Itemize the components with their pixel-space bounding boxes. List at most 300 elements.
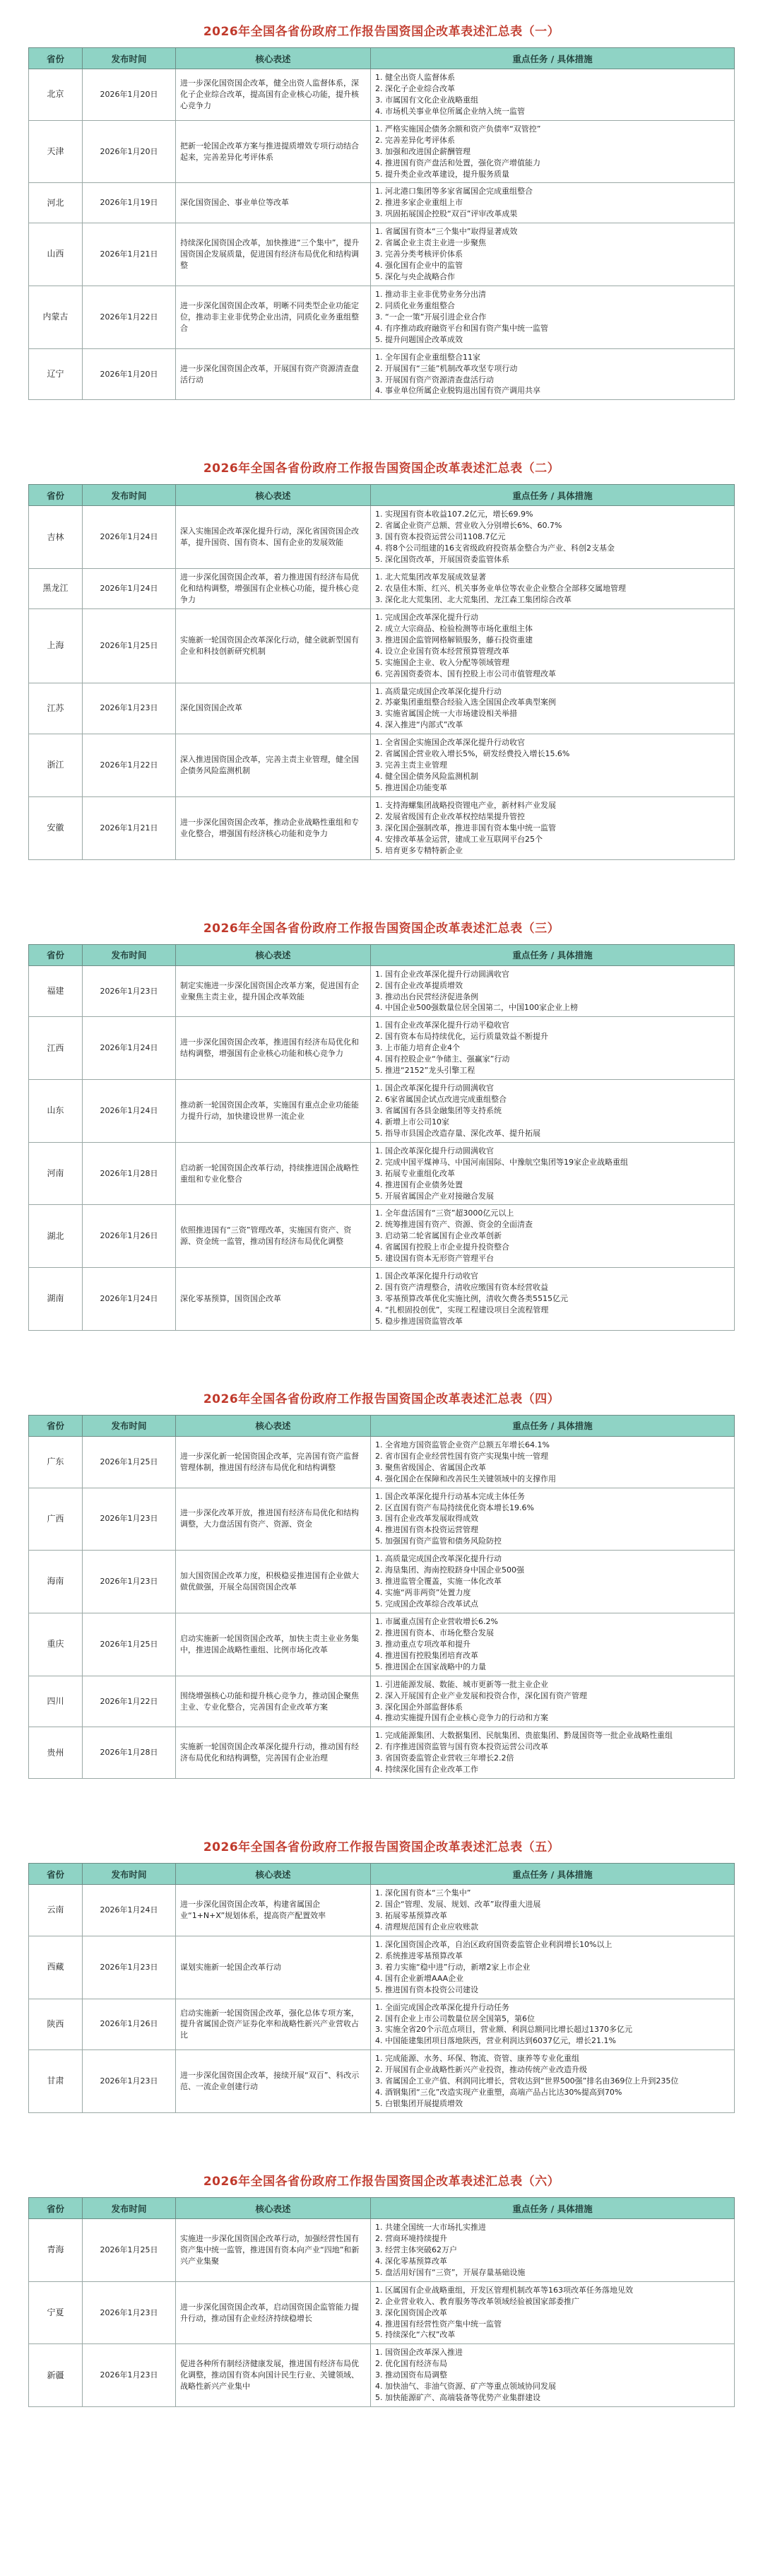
table-row (29, 1551, 735, 1613)
task-item: 1. 高质量完成国企改革深化提升行动 (375, 686, 502, 696)
key-tasks-cell (371, 608, 735, 683)
header-core-statement: 核心表述 (176, 2198, 371, 2219)
task-item: 4. 清理规范国有企业应收账款 (375, 1922, 478, 1931)
task-item: 3. 拓展零基预算改革 (375, 1911, 447, 1920)
task-item: 2. 推进多家企业重组上市 (375, 198, 463, 208)
summary-table (28, 47, 735, 400)
task-item: 1. 引进能源发展、数能、城市更新等一批主业企业 (375, 1679, 548, 1689)
task-item: 2. 统筹推进国有资产、资源、资金的全面清查 (375, 1220, 533, 1230)
core-statement-cell: 依照推进国有“三资”管理改革，实施国有资产、资源、资金统一监管，推动国有经济布局优化调整 (176, 1205, 371, 1268)
task-item: 3. 深化北大荒集团、北大荒集团、龙江森工集团综合改革 (375, 594, 572, 604)
task-item: 3. 完善分类考核评价体系 (375, 249, 463, 259)
task-item: 2. 国企“管理、发展、规划、改革”取得重大进展 (375, 1900, 541, 1910)
core-statement-cell: 制定实施进一步深化国资国企改革方案，促进国有企业聚焦主责主业，提升国企改革效能 (176, 965, 371, 1017)
core-statement-cell: 实施新一轮国资国企改革深化提升行动，推动国有经济布局优化和结构调整，完善国有企业治理 (176, 1727, 371, 1779)
task-item: 4. 深化零基预算改革 (375, 2256, 447, 2266)
header-key-tasks: 重点任务 / 具体措施 (371, 944, 735, 965)
key-tasks-cell (371, 1017, 735, 1080)
table-row (29, 796, 735, 859)
task-item: 4. 健全国企债务风险监测机制 (375, 772, 478, 782)
task-item: 1. 全面完成国企改革深化提升行动任务 (375, 2002, 509, 2012)
table-header-row (29, 485, 735, 506)
core-statement-cell: 启动实施新一轮国资国企改革，加快主责主业业务集中，推进国企战略性重组、比例市场化改革 (176, 1613, 371, 1676)
task-item: 4. “扎根固投创优”，实现工程建设项目全流程管理 (375, 1305, 549, 1315)
task-item: 5. 实施国企主业、收入分配等领域管理 (375, 657, 509, 667)
task-item: 1. 高质量完成国企改革深化提升行动 (375, 1554, 502, 1564)
table-row (29, 1080, 735, 1143)
task-item: 1. 严格实施国企债务余额和资产负债率“双管控” (375, 124, 541, 134)
task-item: 3. 深化国企强制改革，推进非国有资本集中统一监管 (375, 823, 556, 833)
date-cell: 2026年1月21日 (83, 796, 176, 859)
task-item: 4. 推动实施提升国有企业核心竞争力的行动和方案 (375, 1713, 548, 1723)
province-cell: 浙江 (29, 734, 83, 797)
task-item: 2. 企业营业收入、教育服务等改革领域经验被国家部委推广 (375, 2296, 579, 2306)
task-item: 1. 国企改革深化提升行动基本完成主体任务 (375, 1491, 525, 1501)
task-item: 5. 加快能源矿产、高端装备等优势产业集群建设 (375, 2393, 540, 2403)
table-row (29, 1727, 735, 1779)
key-tasks-cell (371, 1885, 735, 1936)
core-statement-cell: 进一步深化国资国企改革，推进国有经济布局优化和结构调整，增强国有企业核心功能和核心竞争力 (176, 1017, 371, 1080)
date-cell: 2026年1月24日 (83, 1268, 176, 1331)
date-cell: 2026年1月25日 (83, 1436, 176, 1488)
core-statement-cell: 促进各种所有制经济健康发展，推进国有经济布局优化调整，推动国有资本向国计民生行业、关键领域、战略性新兴产业集中 (176, 2344, 371, 2407)
date-cell: 2026年1月23日 (83, 2050, 176, 2113)
task-item: 4. 深入推进“内部式”改革 (375, 720, 463, 730)
task-item: 1. 支持海螺集团战略投资锂电产业，新材料产业发展 (375, 800, 556, 810)
task-item: 3. 省属国有各县金融集团等支持系统 (375, 1105, 502, 1115)
task-item: 2. 开展国有企业战略性新兴产业投资，推动传统产业改造升级 (375, 2065, 587, 2075)
task-item: 2. 6家省属国企试点改进完成重组整合 (375, 1095, 507, 1104)
key-tasks-cell (371, 683, 735, 734)
key-tasks-cell (371, 223, 735, 286)
date-cell: 2026年1月21日 (83, 223, 176, 286)
section-title: 2026年全国各省份政府工作报告国资国企改革表述汇总表（六） (203, 2175, 560, 2189)
task-item: 1. 完成能源集团、大数据集团、民航集团、贵旅集团、黔晟国资等一批企业战略性重组 (375, 1731, 673, 1741)
task-item: 1. 深化国有资本“三个集中” (375, 1888, 471, 1898)
task-item: 3. 实施省属国企统一大市场建设相关举措 (375, 709, 517, 719)
key-tasks-cell (371, 734, 735, 797)
task-item: 4. 事业单位所属企业脱钩退出国有资产调用共享 (375, 386, 540, 396)
summary-table (28, 2197, 735, 2407)
province-cell: 贵州 (29, 1727, 83, 1779)
task-item: 3. “一企一策”开展引进企业合作 (375, 312, 487, 322)
task-item: 5. 建设国有资本无形资产管理平台 (375, 1254, 494, 1264)
core-statement-cell: 进一步深化国资国企改革，开展国有资产资源清查盘活行动 (176, 348, 371, 400)
table-header-row (29, 1864, 735, 1885)
task-item: 2. 发展省级国有企业改革权控结果提升管控 (375, 811, 525, 821)
table-row (29, 569, 735, 609)
task-item: 1. 全年国有企业重组整合11家 (375, 352, 480, 362)
key-tasks-cell (371, 1676, 735, 1727)
task-item: 2. 苏豪集团重组整合经验入选全国国企改革典型案例 (375, 698, 556, 707)
header-date: 发布时间 (83, 944, 176, 965)
table-row (29, 2344, 735, 2407)
task-item: 2. 农垦佳木斯、红兴、机关事务业单位等农业企业整合全部移交属地管理 (375, 584, 626, 593)
task-item: 2. 国有企业上市公司数量位居全国第5，第6位 (375, 2013, 535, 2023)
task-item: 4. 市场机关事业单位所属企业纳入统一监管 (375, 106, 525, 116)
date-cell: 2026年1月23日 (83, 1488, 176, 1551)
core-statement-cell: 进一步深化国资国企改革，着力推进国有经济布局优化和结构调整，增强国有企业核心功能，提升核心竞争力 (176, 569, 371, 609)
date-cell: 2026年1月23日 (83, 2344, 176, 2407)
task-item: 2. 海垦集团、海南控股跻身中国企业500强 (375, 1565, 524, 1575)
province-cell: 山东 (29, 1080, 83, 1143)
header-key-tasks: 重点任务 / 具体措施 (371, 1415, 735, 1436)
core-statement-cell: 进一步深化国资国企改革，推动企业战略性重组和专业化整合，增强国有经济核心功能和竞争力 (176, 796, 371, 859)
province-cell: 江苏 (29, 683, 83, 734)
header-key-tasks: 重点任务 / 具体措施 (371, 1864, 735, 1885)
task-item: 4. 中国企业500强数量位居全国第二，中国100家企业上榜 (375, 1003, 578, 1013)
task-item: 5. 深化与央企战略合作 (375, 272, 455, 281)
header-core-statement: 核心表述 (176, 944, 371, 965)
task-item: 3. 上市能力培育企业4个 (375, 1043, 460, 1053)
table-header-row (29, 2198, 735, 2219)
task-item: 3. 拓展专业重组化改革 (375, 1168, 455, 1178)
key-tasks-cell (371, 796, 735, 859)
date-cell: 2026年1月19日 (83, 183, 176, 223)
task-item: 1. 国有企业改革深化提升行动圆满收官 (375, 969, 509, 979)
core-statement-cell: 持续深化国资国企改革，加快推进“三个集中”，提升国资国企发展质量，促进国有经济布局优化和结构调整 (176, 223, 371, 286)
date-cell: 2026年1月24日 (83, 1017, 176, 1080)
province-cell: 湖北 (29, 1205, 83, 1268)
province-cell: 内蒙古 (29, 286, 83, 348)
date-cell: 2026年1月22日 (83, 286, 176, 348)
task-item: 3. 国有企业改革发展取得成效 (375, 1514, 478, 1524)
date-cell: 2026年1月26日 (83, 1999, 176, 2050)
task-item: 5. 深化国资改革，开展国资委监管体系 (375, 555, 509, 565)
province-cell: 天津 (29, 120, 83, 183)
table-row (29, 965, 735, 1017)
task-item: 1. 深化国资国企改革，自治区政府国资委监管企业利润增长10%以上 (375, 1939, 613, 1949)
province-cell: 云南 (29, 1885, 83, 1936)
task-item: 2. 区直国有资产布局持续优化资本增长19.6% (375, 1502, 534, 1512)
key-tasks-cell (371, 1205, 735, 1268)
date-cell: 2026年1月22日 (83, 734, 176, 797)
task-item: 2. 推进国有资本、市场化整合发展 (375, 1628, 494, 1637)
task-item: 1. 国企改革深化提升行动收官 (375, 1271, 478, 1281)
core-statement-cell: 进一步深化国资国企改革，健全出资人监督体系，深化子企业综合改革，提高国有企业核心功能，提升核心竞争力 (176, 69, 371, 121)
table-row (29, 1205, 735, 1268)
header-province: 省份 (29, 2198, 83, 2219)
task-item: 3. 省国资委监管企业营收三年增长2.2倍 (375, 1753, 514, 1763)
province-cell: 吉林 (29, 506, 83, 569)
table-row (29, 1488, 735, 1551)
core-statement-cell: 推动新一轮国资国企改革，实施国有重点企业功能能力提升行动，加快建设世界一流企业 (176, 1080, 371, 1143)
core-statement-cell: 围绕增强核心功能和提升核心竞争力，推动国企聚焦主业、专业化整合，完善国有企业改革方案 (176, 1676, 371, 1727)
date-cell: 2026年1月23日 (83, 1551, 176, 1613)
task-item: 2. 营商环境持续提升 (375, 2233, 447, 2243)
task-item: 2. 完善差异化考评体系 (375, 135, 455, 145)
table-row (29, 1936, 735, 1999)
table-row (29, 608, 735, 683)
summary-table (28, 1863, 735, 2113)
task-item: 4. 新增上市公司10家 (375, 1117, 449, 1127)
task-item: 1. 国资国企改革深入推进 (375, 2348, 463, 2358)
task-item: 5. 推进国企功能变革 (375, 783, 447, 792)
date-cell: 2026年1月23日 (83, 965, 176, 1017)
core-statement-cell: 深化零基预算，国资国企改革 (176, 1268, 371, 1331)
task-item: 5. 提升问题国企改革成效 (375, 334, 463, 344)
task-item: 4. 推进国有资本投资运营管理 (375, 1525, 478, 1535)
key-tasks-cell (371, 1268, 735, 1331)
table-row (29, 120, 735, 183)
table-header-row (29, 48, 735, 69)
key-tasks-cell (371, 1436, 735, 1488)
task-item: 1. 国企改革深化提升行动圆满收官 (375, 1146, 494, 1155)
core-statement-cell: 加大国资国企改革力度，积极稳妥推进国有企业做大做优做强，开展全岛国资国企改革 (176, 1551, 371, 1613)
header-date: 发布时间 (83, 485, 176, 506)
header-province: 省份 (29, 48, 83, 69)
province-cell: 辽宁 (29, 348, 83, 400)
table-row (29, 348, 735, 400)
table-row (29, 1613, 735, 1676)
table-row (29, 286, 735, 348)
province-cell: 上海 (29, 608, 83, 683)
table-row (29, 1268, 735, 1331)
key-tasks-cell (371, 183, 735, 223)
province-cell: 甘肃 (29, 2050, 83, 2113)
table-row (29, 2050, 735, 2113)
date-cell: 2026年1月26日 (83, 1205, 176, 1268)
date-cell: 2026年1月20日 (83, 69, 176, 121)
key-tasks-cell (371, 348, 735, 400)
task-item: 4. 强化国企在保障和改善民生关键领域中的支撑作用 (375, 1474, 556, 1483)
task-item: 2. 完成中国平煤神马、中国河南国际、中豫航空集团等19家企业战略重组 (375, 1157, 628, 1167)
task-item: 4. 省属国有控股上市企业提升投资整合 (375, 1242, 509, 1252)
task-item: 3. 加强和改进国企薪酬管理 (375, 146, 471, 156)
header-key-tasks: 重点任务 / 具体措施 (371, 2198, 735, 2219)
task-item: 3. 聚焦省级国企、省属国企改革 (375, 1462, 486, 1472)
province-cell: 河北 (29, 183, 83, 223)
key-tasks-cell (371, 1936, 735, 1999)
province-cell: 广西 (29, 1488, 83, 1551)
date-cell: 2026年1月24日 (83, 506, 176, 569)
task-item: 5. 稳步推进国资监管改革 (375, 1316, 463, 1326)
summary-section (28, 451, 735, 859)
task-item: 3. 市属国有文化企业战略重组 (375, 95, 478, 105)
key-tasks-cell (371, 1551, 735, 1613)
summary-table (28, 944, 735, 1331)
task-item: 2. 优化国有经济布局 (375, 2359, 447, 2369)
date-cell: 2026年1月23日 (83, 2281, 176, 2344)
task-item: 1. 全年盘活国有“三资”超3000亿元以上 (375, 1208, 514, 1218)
province-cell: 西藏 (29, 1936, 83, 1999)
section-title: 2026年全国各省份政府工作报告国资国企改革表述汇总表（四） (203, 1392, 560, 1406)
key-tasks-cell (371, 1488, 735, 1551)
core-statement-cell: 进一步深化新一轮国资国企改革，完善国有资产监督管理体制，推进国有经济布局优化和结构调整 (176, 1436, 371, 1488)
core-statement-cell: 进一步深化国资国企改革，明晰不同类型企业功能定位，推动非主业非优势企业出清，同质化业务重组整合 (176, 286, 371, 348)
task-item: 3. 国有资本投资运营公司1108.7亿元 (375, 532, 506, 542)
task-item: 5. 推进国企在国家战略中的力量 (375, 1662, 486, 1671)
date-cell: 2026年1月24日 (83, 569, 176, 609)
core-statement-cell: 启动实施新一轮国资国企改革，强化总体专项方案，提升省属国企资产证券化率和战略性新兴产业营收占比 (176, 1999, 371, 2050)
task-item: 1. 全省地方国资监管企业资产总额五年增长64.1% (375, 1440, 550, 1449)
core-statement-cell: 启动新一轮国资国企改革行动，持续推进国企战略性重组和专业化整合 (176, 1142, 371, 1205)
task-item: 1. 实现国有资本收益107.2亿元，增长69.9% (375, 510, 533, 519)
task-item: 5. 加强国有资产监管和债务风险防控 (375, 1536, 502, 1546)
task-item: 4. 强化国有企业中的监管 (375, 261, 463, 271)
header-core-statement: 核心表述 (176, 48, 371, 69)
table-row (29, 69, 735, 121)
core-statement-cell: 实施新一轮国资国企改革深化行动，健全就新型国有企业和科技创新研究机制 (176, 608, 371, 683)
header-key-tasks: 重点任务 / 具体措施 (371, 48, 735, 69)
date-cell: 2026年1月20日 (83, 348, 176, 400)
table-row (29, 183, 735, 223)
header-date: 发布时间 (83, 1415, 176, 1436)
key-tasks-cell (371, 286, 735, 348)
summary-section (28, 2164, 735, 2407)
task-item: 5. 开展省属国企产业对接融合发展 (375, 1191, 494, 1201)
task-item: 5. 白银集团开展提质增效 (375, 2099, 463, 2109)
task-item: 2. 有序推进国资监管与国有资本投资运营公司改革 (375, 1742, 548, 1752)
task-item: 3. 经营主体突破62万户 (375, 2245, 457, 2254)
date-cell: 2026年1月25日 (83, 608, 176, 683)
header-date: 发布时间 (83, 1864, 176, 1885)
task-item: 1. 完成能源、水务、环保、物流、资管、康养等专业化重组 (375, 2054, 579, 2064)
province-cell: 安徽 (29, 796, 83, 859)
section-title: 2026年全国各省份政府工作报告国资国企改革表述汇总表（二） (203, 461, 560, 476)
date-cell: 2026年1月28日 (83, 1727, 176, 1779)
province-cell: 宁夏 (29, 2281, 83, 2344)
task-item: 5. 推进“2152”龙头引擎工程 (375, 1066, 475, 1076)
table-header-row (29, 944, 735, 965)
summary-section (28, 911, 735, 1331)
date-cell: 2026年1月28日 (83, 1142, 176, 1205)
province-cell: 青海 (29, 2219, 83, 2282)
task-item: 1. 共建全国统一大市场扎实推进 (375, 2223, 486, 2232)
province-cell: 新疆 (29, 2344, 83, 2407)
task-item: 3. 实施全省20个示范点项目，营业额、利润总额同比增长超过1370多亿元 (375, 2025, 632, 2035)
table-row (29, 506, 735, 569)
task-item: 4. 中国能建集团项目落地陕西，营业利润达到6037亿元，增长21.1% (375, 2036, 616, 2046)
header-key-tasks: 重点任务 / 具体措施 (371, 485, 735, 506)
core-statement-cell: 进一步深化改革开放，推进国有经济布局优化和结构调整，大力盘活国有资产、资源、资金 (176, 1488, 371, 1551)
document-root (28, 14, 735, 2407)
date-cell: 2026年1月25日 (83, 2219, 176, 2282)
table-row (29, 1676, 735, 1727)
task-item: 4. 将8个公司组建的16支省级政府投资基金整合为产业、科创2支基金 (375, 543, 615, 553)
province-cell: 海南 (29, 1551, 83, 1613)
task-item: 3. 深化国企外部监督体系 (375, 1702, 463, 1712)
task-item: 1. 完成国企改革深化提升行动 (375, 612, 478, 622)
section-title: 2026年全国各省份政府工作报告国资国企改革表述汇总表（五） (203, 1840, 560, 1855)
core-statement-cell: 深入推进国资国企改革，完善主责主业管理，健全国企债务风险监测机制 (176, 734, 371, 797)
task-item: 1. 省属国有资本“三个集中”取得显著成效 (375, 227, 518, 237)
task-item: 1. 全省国企实施国企改革深化提升行动收官 (375, 738, 525, 748)
task-item: 3. 推进监管全覆盖，实施一体化改革 (375, 1577, 502, 1587)
core-statement-cell: 进一步深化国资国企改革，接续开展“双百”、科改示范、一流企业创建行动 (176, 2050, 371, 2113)
province-cell: 山西 (29, 223, 83, 286)
key-tasks-cell (371, 2219, 735, 2282)
header-province: 省份 (29, 1864, 83, 1885)
core-statement-cell: 深入实施国企改革深化提升行动，深化省国资国企改革，提升国资、国有资本、国有企业的发展效能 (176, 506, 371, 569)
province-cell: 福建 (29, 965, 83, 1017)
task-item: 3. 推进国企监管网格解锁服务，藤石投资重建 (375, 635, 533, 645)
key-tasks-cell (371, 2344, 735, 2407)
key-tasks-cell (371, 1999, 735, 2050)
task-item: 1. 河北港口集团等多家省属国企完成重组整合 (375, 187, 533, 196)
task-item: 3. 完善主责主业管理 (375, 760, 447, 770)
task-item: 4. 酒钢集团“三化”改造实现产业重塑，高端产品占比达30%提高到70% (375, 2088, 622, 2098)
task-item: 4. 安排改革基金运营，建成工业互联网平台25个 (375, 834, 543, 844)
summary-table (28, 1415, 735, 1779)
table-row (29, 734, 735, 797)
task-item: 3. 深化国资国企改革 (375, 2307, 447, 2317)
header-core-statement: 核心表述 (176, 1864, 371, 1885)
task-item: 4. 加快油气、非油气资源、矿产等重点领域协同发展 (375, 2382, 556, 2392)
summary-section (28, 14, 735, 400)
task-item: 1. 国有企业改革深化提升行动平稳收官 (375, 1021, 509, 1030)
key-tasks-cell (371, 569, 735, 609)
summary-section (28, 1382, 735, 1779)
core-statement-cell: 深化国资国企、事业单位等改革 (176, 183, 371, 223)
core-statement-cell: 进一步深化国资国企改革，启动国资国企监管能力提升行动，推动国有企业经济持续稳增长 (176, 2281, 371, 2344)
task-item: 2. 系统推进零基预算改革 (375, 1951, 463, 1960)
task-item: 4. 推进国有企业债务处置 (375, 1180, 463, 1189)
task-item: 5. 指导市县国企改造存量、深化改革、提升拓展 (375, 1128, 540, 1138)
key-tasks-cell (371, 2050, 735, 2113)
task-item: 3. 省属国企工业产值、利润同比增长，营收达到“世界500强”排名由369位上升到235位 (375, 2076, 679, 2086)
summary-table (28, 484, 735, 859)
task-item: 3. 着力实施“稳中进”行动，新增2家上市企业 (375, 1962, 531, 1972)
header-province: 省份 (29, 1415, 83, 1436)
table-row (29, 1885, 735, 1936)
task-item: 2. 国有资本布局持续优化，运行质量效益不断提升 (375, 1032, 548, 1042)
task-item: 2. 国有资产清理整合，清收应缴国有资本经营收益 (375, 1283, 548, 1293)
core-statement-cell: 把新一轮国企改革方案与推进提质增效专项行动结合起来，完善差异化考评体系 (176, 120, 371, 183)
date-cell: 2026年1月22日 (83, 1676, 176, 1727)
task-item: 4. 国有控股企业“争储主、强赢家”行动 (375, 1054, 510, 1064)
table-row (29, 2219, 735, 2282)
date-cell: 2026年1月23日 (83, 1936, 176, 1999)
task-item: 5. 完成国企改革综合改革试点 (375, 1599, 478, 1608)
date-cell: 2026年1月20日 (83, 120, 176, 183)
task-item: 4. 持续深化国有企业改革工作 (375, 1765, 478, 1775)
task-item: 4. 推进国有经营性资产集中统一监管 (375, 2319, 502, 2329)
province-cell: 黑龙江 (29, 569, 83, 609)
province-cell: 江西 (29, 1017, 83, 1080)
table-header-row (29, 1415, 735, 1436)
task-item: 3. 推动重点专项改革和提升 (375, 1639, 471, 1649)
task-item: 2. 深化子企业综合改革 (375, 83, 455, 93)
task-item: 1. 推动非主业非优势业务分出清 (375, 289, 486, 299)
date-cell: 2026年1月24日 (83, 1080, 176, 1143)
task-item: 5. 盘活用好国有“三资”，开展存量基础设施 (375, 2267, 526, 2277)
province-cell: 陕西 (29, 1999, 83, 2050)
date-cell: 2026年1月24日 (83, 1885, 176, 1936)
key-tasks-cell (371, 965, 735, 1017)
task-item: 2. 国有企业改革提质增效 (375, 980, 463, 990)
table-row (29, 1999, 735, 2050)
table-row (29, 1017, 735, 1080)
key-tasks-cell (371, 1613, 735, 1676)
task-item: 2. 同质化业务重组整合 (375, 300, 455, 310)
date-cell: 2026年1月23日 (83, 683, 176, 734)
task-item: 2. 深入开展国有企业产业发展和投资合作，深化国有资产管理 (375, 1690, 587, 1700)
section-title: 2026年全国各省份政府工作报告国资国企改革表述汇总表（一） (203, 25, 560, 39)
core-statement-cell: 谋划实施新一轮国企改革行动 (176, 1936, 371, 1999)
province-cell: 广东 (29, 1436, 83, 1488)
section-title: 2026年全国各省份政府工作报告国资国企改革表述汇总表（三） (203, 921, 560, 936)
table-row (29, 683, 735, 734)
header-province: 省份 (29, 485, 83, 506)
province-cell: 重庆 (29, 1613, 83, 1676)
task-item: 3. 零基预算改革优化实施比例，清收欠费各类5515亿元 (375, 1294, 568, 1303)
task-item: 1. 健全出资人监督体系 (375, 73, 455, 82)
table-row (29, 1142, 735, 1205)
task-item: 5. 提升类企业改革建设，提升服务质量 (375, 169, 509, 179)
province-cell: 河南 (29, 1142, 83, 1205)
task-item: 4. 设立企业国有资本经营预算管理改革 (375, 646, 509, 656)
